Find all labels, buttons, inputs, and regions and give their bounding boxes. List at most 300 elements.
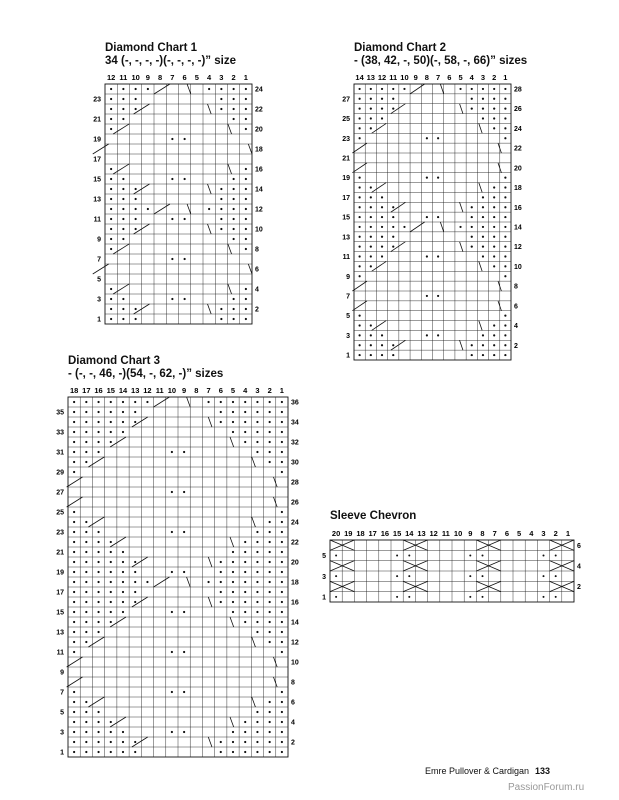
purl-dot bbox=[281, 731, 283, 733]
purl-dot bbox=[73, 441, 75, 443]
purl-dot bbox=[269, 741, 271, 743]
purl-dot bbox=[256, 411, 258, 413]
purl-dot bbox=[97, 631, 99, 633]
purl-dot bbox=[471, 344, 473, 346]
purl-dot bbox=[504, 117, 506, 119]
purl-dot bbox=[281, 451, 283, 453]
column-number: 6 bbox=[218, 386, 223, 395]
purl-dot bbox=[370, 344, 372, 346]
purl-dot bbox=[256, 531, 258, 533]
purl-dot bbox=[256, 621, 258, 623]
purl-dot bbox=[256, 541, 258, 543]
purl-dot bbox=[471, 88, 473, 90]
purl-dot bbox=[256, 401, 258, 403]
row-number: 16 bbox=[514, 204, 522, 212]
purl-dot bbox=[359, 315, 361, 317]
purl-dot bbox=[110, 118, 112, 120]
purl-dot bbox=[135, 88, 137, 90]
purl-dot bbox=[426, 334, 428, 336]
purl-dot bbox=[370, 88, 372, 90]
purl-dot bbox=[392, 108, 394, 110]
purl-dot bbox=[232, 731, 234, 733]
column-number: 11 bbox=[119, 73, 128, 82]
purl-dot bbox=[232, 741, 234, 743]
purl-dot bbox=[269, 711, 271, 713]
purl-dot bbox=[245, 218, 247, 220]
row-number: 13 bbox=[93, 196, 101, 204]
purl-dot bbox=[233, 208, 235, 210]
purl-dot bbox=[85, 581, 87, 583]
chart-sizes: - (38, 42, -, 50)(-, 58, -, 66)” sizes bbox=[354, 55, 528, 67]
row-number: 22 bbox=[514, 145, 522, 153]
column-number: 7 bbox=[436, 73, 441, 82]
row-number: 19 bbox=[342, 175, 350, 183]
row-number: 21 bbox=[56, 549, 64, 557]
purl-dot bbox=[245, 108, 247, 110]
purl-dot bbox=[220, 108, 222, 110]
row-number: 18 bbox=[514, 185, 522, 193]
column-number: 7 bbox=[206, 386, 211, 395]
purl-dot bbox=[256, 731, 258, 733]
purl-dot bbox=[244, 741, 246, 743]
purl-dot bbox=[85, 721, 87, 723]
column-number: 3 bbox=[541, 529, 546, 538]
row-number: 25 bbox=[342, 116, 350, 124]
purl-dot bbox=[437, 295, 439, 297]
purl-dot bbox=[146, 581, 148, 583]
purl-dot bbox=[256, 431, 258, 433]
purl-dot bbox=[493, 344, 495, 346]
purl-dot bbox=[147, 88, 149, 90]
purl-dot bbox=[73, 551, 75, 553]
column-number: 10 bbox=[131, 73, 140, 82]
purl-dot bbox=[171, 451, 173, 453]
row-number: 16 bbox=[291, 599, 299, 607]
purl-dot bbox=[269, 561, 271, 563]
purl-dot bbox=[359, 117, 361, 119]
purl-dot bbox=[85, 601, 87, 603]
purl-dot bbox=[482, 206, 484, 208]
purl-dot bbox=[184, 138, 186, 140]
purl-dot bbox=[122, 401, 124, 403]
purl-dot bbox=[110, 741, 112, 743]
purl-dot bbox=[110, 298, 112, 300]
purl-dot bbox=[269, 411, 271, 413]
purl-dot bbox=[97, 421, 99, 423]
purl-dot bbox=[184, 178, 186, 180]
row-number: 20 bbox=[514, 165, 522, 173]
purl-dot bbox=[504, 255, 506, 257]
purl-dot bbox=[245, 248, 247, 250]
purl-dot bbox=[134, 591, 136, 593]
purl-dot bbox=[73, 571, 75, 573]
column-number: 12 bbox=[377, 73, 387, 82]
purl-dot bbox=[73, 651, 75, 653]
row-number: 4 bbox=[577, 563, 581, 571]
purl-dot bbox=[134, 411, 136, 413]
purl-dot bbox=[482, 108, 484, 110]
purl-dot bbox=[256, 441, 258, 443]
purl-dot bbox=[426, 255, 428, 257]
purl-dot bbox=[504, 108, 506, 110]
purl-dot bbox=[244, 401, 246, 403]
purl-dot bbox=[110, 431, 112, 433]
purl-dot bbox=[85, 531, 87, 533]
purl-dot bbox=[220, 591, 222, 593]
purl-dot bbox=[110, 591, 112, 593]
chart-title: Sleeve Chevron bbox=[330, 510, 417, 522]
purl-dot bbox=[269, 421, 271, 423]
row-number: 15 bbox=[93, 176, 101, 184]
purl-dot bbox=[244, 431, 246, 433]
row-number: 7 bbox=[97, 256, 101, 264]
column-number: 14 bbox=[355, 73, 364, 82]
row-number: 7 bbox=[60, 689, 64, 697]
purl-dot bbox=[122, 318, 124, 320]
purl-dot bbox=[493, 324, 495, 326]
purl-dot bbox=[256, 601, 258, 603]
purl-dot bbox=[392, 344, 394, 346]
purl-dot bbox=[335, 555, 337, 557]
chart-title: Diamond Chart 3 bbox=[68, 355, 161, 367]
purl-dot bbox=[493, 206, 495, 208]
purl-dot bbox=[110, 411, 112, 413]
purl-dot bbox=[396, 555, 398, 557]
purl-dot bbox=[232, 751, 234, 753]
purl-dot bbox=[183, 691, 185, 693]
purl-dot bbox=[281, 441, 283, 443]
purl-dot bbox=[359, 334, 361, 336]
row-number: 10 bbox=[291, 659, 299, 667]
purl-dot bbox=[97, 401, 99, 403]
purl-dot bbox=[208, 88, 210, 90]
row-number: 7 bbox=[346, 293, 350, 301]
purl-dot bbox=[233, 108, 235, 110]
row-number: 23 bbox=[56, 529, 64, 537]
purl-dot bbox=[471, 246, 473, 248]
purl-dot bbox=[245, 168, 247, 170]
purl-dot bbox=[482, 216, 484, 218]
purl-dot bbox=[504, 206, 506, 208]
purl-dot bbox=[232, 611, 234, 613]
purl-dot bbox=[281, 751, 283, 753]
purl-dot bbox=[110, 218, 112, 220]
purl-dot bbox=[543, 575, 545, 577]
purl-dot bbox=[122, 298, 124, 300]
column-number: 16 bbox=[380, 529, 390, 538]
purl-dot bbox=[233, 198, 235, 200]
purl-dot bbox=[97, 621, 99, 623]
row-number: 31 bbox=[56, 449, 64, 457]
purl-dot bbox=[134, 561, 136, 563]
purl-dot bbox=[122, 108, 124, 110]
purl-dot bbox=[493, 127, 495, 129]
purl-dot bbox=[244, 611, 246, 613]
purl-dot bbox=[493, 186, 495, 188]
column-number: 1 bbox=[279, 386, 284, 395]
purl-dot bbox=[482, 236, 484, 238]
purl-dot bbox=[359, 236, 361, 238]
column-number: 17 bbox=[82, 386, 91, 395]
purl-dot bbox=[381, 246, 383, 248]
column-number: 5 bbox=[230, 386, 236, 395]
column-number: 14 bbox=[405, 529, 414, 538]
purl-dot bbox=[233, 88, 235, 90]
purl-dot bbox=[504, 265, 506, 267]
purl-dot bbox=[85, 621, 87, 623]
purl-dot bbox=[85, 421, 87, 423]
purl-dot bbox=[183, 611, 185, 613]
row-number: 12 bbox=[514, 244, 522, 252]
row-number: 24 bbox=[291, 519, 299, 527]
column-number: 2 bbox=[553, 529, 558, 538]
purl-dot bbox=[171, 298, 173, 300]
purl-dot bbox=[381, 206, 383, 208]
purl-dot bbox=[73, 581, 75, 583]
purl-dot bbox=[134, 751, 136, 753]
purl-dot bbox=[97, 451, 99, 453]
purl-dot bbox=[97, 411, 99, 413]
column-number: 5 bbox=[517, 529, 522, 538]
row-number: 9 bbox=[60, 669, 64, 677]
purl-dot bbox=[220, 581, 222, 583]
purl-dot bbox=[256, 591, 258, 593]
purl-dot bbox=[281, 511, 283, 513]
purl-dot bbox=[245, 208, 247, 210]
row-number: 18 bbox=[255, 146, 263, 154]
purl-dot bbox=[97, 751, 99, 753]
purl-dot bbox=[370, 226, 372, 228]
purl-dot bbox=[122, 421, 124, 423]
purl-dot bbox=[281, 531, 283, 533]
purl-dot bbox=[256, 711, 258, 713]
purl-dot bbox=[471, 108, 473, 110]
purl-dot bbox=[269, 541, 271, 543]
purl-dot bbox=[269, 451, 271, 453]
purl-dot bbox=[183, 571, 185, 573]
purl-dot bbox=[232, 601, 234, 603]
purl-dot bbox=[85, 541, 87, 543]
purl-dot bbox=[122, 218, 124, 220]
purl-dot bbox=[281, 541, 283, 543]
purl-dot bbox=[370, 354, 372, 356]
watermark: PassionForum.ru bbox=[508, 782, 585, 793]
column-number: 11 bbox=[441, 529, 450, 538]
purl-dot bbox=[110, 601, 112, 603]
purl-dot bbox=[232, 431, 234, 433]
purl-dot bbox=[110, 621, 112, 623]
purl-dot bbox=[233, 178, 235, 180]
purl-dot bbox=[220, 188, 222, 190]
purl-dot bbox=[220, 751, 222, 753]
row-number: 6 bbox=[577, 542, 581, 550]
purl-dot bbox=[281, 431, 283, 433]
purl-dot bbox=[220, 561, 222, 563]
purl-dot bbox=[504, 196, 506, 198]
row-number: 15 bbox=[342, 214, 350, 222]
purl-dot bbox=[110, 541, 112, 543]
purl-dot bbox=[504, 98, 506, 100]
purl-dot bbox=[281, 581, 283, 583]
purl-dot bbox=[256, 751, 258, 753]
purl-dot bbox=[134, 421, 136, 423]
purl-dot bbox=[381, 98, 383, 100]
purl-dot bbox=[220, 601, 222, 603]
purl-dot bbox=[122, 601, 124, 603]
row-number: 28 bbox=[514, 86, 522, 94]
column-number: 10 bbox=[400, 73, 409, 82]
chart-sizes: - (-, -, 46, -)(54, -, 62, -)” sizes bbox=[68, 368, 224, 380]
purl-dot bbox=[85, 551, 87, 553]
purl-dot bbox=[245, 318, 247, 320]
purl-dot bbox=[97, 721, 99, 723]
purl-dot bbox=[122, 308, 124, 310]
purl-dot bbox=[85, 611, 87, 613]
page-footer bbox=[425, 766, 550, 776]
column-number: 7 bbox=[492, 529, 497, 538]
purl-dot bbox=[135, 218, 137, 220]
row-number: 11 bbox=[93, 216, 101, 224]
purl-dot bbox=[381, 255, 383, 257]
column-number: 3 bbox=[255, 386, 260, 395]
purl-dot bbox=[122, 198, 124, 200]
column-number: 15 bbox=[392, 529, 402, 538]
purl-dot bbox=[97, 551, 99, 553]
purl-dot bbox=[471, 226, 473, 228]
purl-dot bbox=[233, 118, 235, 120]
purl-dot bbox=[85, 731, 87, 733]
row-number: 6 bbox=[255, 266, 259, 274]
purl-dot bbox=[408, 575, 410, 577]
purl-dot bbox=[245, 188, 247, 190]
purl-dot bbox=[359, 98, 361, 100]
purl-dot bbox=[232, 421, 234, 423]
purl-dot bbox=[482, 196, 484, 198]
purl-dot bbox=[220, 98, 222, 100]
row-number: 2 bbox=[577, 584, 581, 592]
purl-dot bbox=[244, 541, 246, 543]
chart-title: Diamond Chart 2 bbox=[354, 42, 447, 54]
purl-dot bbox=[73, 541, 75, 543]
purl-dot bbox=[183, 731, 185, 733]
row-number: 3 bbox=[97, 296, 101, 304]
purl-dot bbox=[184, 258, 186, 260]
row-number: 11 bbox=[56, 649, 64, 657]
purl-dot bbox=[220, 218, 222, 220]
purl-dot bbox=[381, 108, 383, 110]
row-number: 19 bbox=[56, 569, 64, 577]
row-number: 21 bbox=[342, 155, 350, 163]
purl-dot bbox=[232, 571, 234, 573]
purl-dot bbox=[381, 88, 383, 90]
purl-dot bbox=[73, 751, 75, 753]
purl-dot bbox=[220, 308, 222, 310]
purl-dot bbox=[504, 334, 506, 336]
purl-dot bbox=[73, 641, 75, 643]
purl-dot bbox=[437, 177, 439, 179]
purl-dot bbox=[134, 401, 136, 403]
purl-dot bbox=[256, 631, 258, 633]
purl-dot bbox=[482, 117, 484, 119]
purl-dot bbox=[245, 308, 247, 310]
row-number: 13 bbox=[56, 629, 64, 637]
purl-dot bbox=[482, 575, 484, 577]
purl-dot bbox=[245, 198, 247, 200]
purl-dot bbox=[85, 401, 87, 403]
purl-dot bbox=[110, 318, 112, 320]
purl-dot bbox=[85, 711, 87, 713]
column-number: 13 bbox=[131, 386, 140, 395]
purl-dot bbox=[482, 344, 484, 346]
purl-dot bbox=[244, 601, 246, 603]
row-number: 3 bbox=[60, 729, 64, 737]
column-number: 11 bbox=[389, 73, 398, 82]
purl-dot bbox=[281, 551, 283, 553]
row-number: 22 bbox=[291, 539, 299, 547]
purl-dot bbox=[256, 611, 258, 613]
purl-dot bbox=[370, 206, 372, 208]
row-number: 2 bbox=[255, 306, 259, 314]
row-number: 28 bbox=[291, 479, 299, 487]
row-number: 27 bbox=[56, 489, 64, 497]
purl-dot bbox=[256, 741, 258, 743]
purl-dot bbox=[493, 88, 495, 90]
purl-dot bbox=[256, 561, 258, 563]
purl-dot bbox=[245, 238, 247, 240]
purl-dot bbox=[207, 581, 209, 583]
purl-dot bbox=[437, 137, 439, 139]
purl-dot bbox=[73, 531, 75, 533]
purl-dot bbox=[426, 216, 428, 218]
purl-dot bbox=[244, 721, 246, 723]
purl-dot bbox=[122, 561, 124, 563]
column-number: 8 bbox=[158, 73, 163, 82]
purl-dot bbox=[110, 308, 112, 310]
purl-dot bbox=[122, 238, 124, 240]
purl-dot bbox=[370, 265, 372, 267]
column-number: 6 bbox=[504, 529, 509, 538]
purl-dot bbox=[233, 98, 235, 100]
purl-dot bbox=[245, 98, 247, 100]
purl-dot bbox=[97, 531, 99, 533]
purl-dot bbox=[504, 315, 506, 317]
purl-dot bbox=[134, 571, 136, 573]
purl-dot bbox=[359, 206, 361, 208]
purl-dot bbox=[392, 98, 394, 100]
purl-dot bbox=[493, 255, 495, 257]
purl-dot bbox=[281, 651, 283, 653]
purl-dot bbox=[493, 196, 495, 198]
row-number: 17 bbox=[342, 194, 350, 202]
purl-dot bbox=[244, 571, 246, 573]
row-number: 2 bbox=[291, 739, 295, 747]
purl-dot bbox=[269, 571, 271, 573]
row-number: 23 bbox=[342, 135, 350, 143]
purl-dot bbox=[171, 531, 173, 533]
column-number: 12 bbox=[106, 73, 116, 82]
purl-dot bbox=[244, 751, 246, 753]
purl-dot bbox=[85, 561, 87, 563]
purl-dot bbox=[232, 411, 234, 413]
purl-dot bbox=[85, 631, 87, 633]
purl-dot bbox=[220, 228, 222, 230]
purl-dot bbox=[381, 117, 383, 119]
purl-dot bbox=[493, 226, 495, 228]
row-number: 19 bbox=[93, 136, 101, 144]
row-number: 1 bbox=[322, 594, 326, 602]
purl-dot bbox=[73, 601, 75, 603]
purl-dot bbox=[281, 691, 283, 693]
